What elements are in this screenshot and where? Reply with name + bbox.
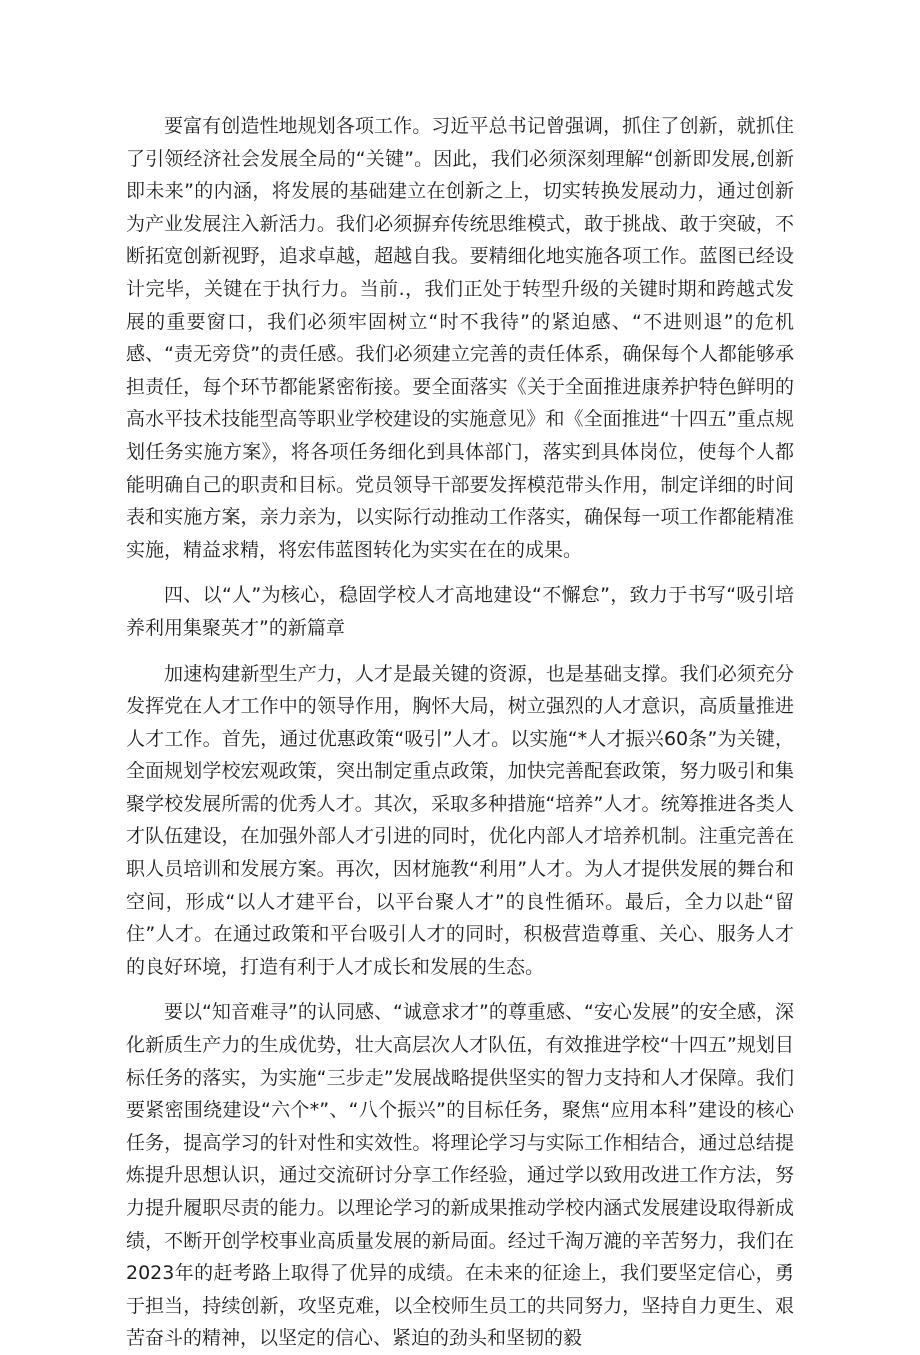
paragraph-talent-work: 加速构建新型生产力，人才是最关键的资源，也是基础支撑。我们必须充分发挥党在人才工作中的领导作用，胸怀大局，树立强烈的人才意识，高质量推进人才工作。首先，通过优惠政策“吸引”人才。以实施“*人才振兴60条”为关键，全面规划学校宏观政策，突出制定重点政策，加快完善配套政策，努力吸引和集聚学校发展所需的优秀人才。其次，采取多种措施“培养”人才。统筹推进各类人才队伍建设，在加强外部人才引进的同时，优化内部人才培养机制。注重完善在职人员培训和发展方案。再次，因材施教“利用”人才。为人才提供发展的舞台和空间，形成“以人才建平台，以平台聚人才”的良性循环。最后，全力以赴“留住”人才。在通过政策和平台吸引人才的同时，积极营造尊重、关心、服务人才的良好环境，打造有利于人才成长和发展的生态。 [126, 662, 794, 978]
section-heading-talent: 四、以“人”为核心，稳固学校人才高地建设“不懈怠”，致力于书写“吸引培养利用集聚英才”的新篇章 [126, 584, 794, 639]
paragraph-innovation-execution: 要富有创造性地规划各项工作。习近平总书记曾强调，抓住了创新，就抓住了引领经济社会发展全局的“关键”。因此，我们必须深刻理解“创新即发展,创新即未来”的内涵，将发展的基础建立在创新之上，切实转换发展动力，通过创新为产业发展注入新活力。我们必须摒弃传统思维模式，敢于挑战、敢于突破，不断拓宽创新视野，追求卓越，超越自我。要精细化地实施各项工作。蓝图已经设计完毕，关键在于执行力。当前.，我们正处于转型升级的关键时期和跨越式发展的重要窗口，我们必须牢固树立“时不我待”的紧迫感、“不进则退”的危机感、“责无旁贷”的责任感。我们必须建立完善的责任体系，确保每个人都能够承担责任，每个环节都能紧密衔接。要全面落实《关于全面推进康养护特色鲜明的高水平技术技能型高等职业学校建设的实施意见》和《全面推进“十四五”重点规划任务实施方案》，将各项任务细化到具体部门，落实到具体岗位，使每个人都能明确自己的职责和目标。党员领导干部要发挥模范带头作用，制定详细的时间表和实施方案，亲力亲为，以实际行动推动工作落实，确保每一项工作都能精准实施，精益求精，将宏伟蓝图转化为实实在在的成果。 [126, 115, 794, 561]
document-body [126, 110, 794, 1355]
paragraph-talent-goals: 要以“知音难寻”的认同感、“诚意求才”的尊重感、“安心发展”的安全感，深化新质生产力的生成优势，壮大高层次人才队伍，有效推进学校“十四五”规划目标任务的落实，为实施“三步走”发展战略提供坚实的智力支持和人才保障。我们要紧密围绕建设“六个*”、“八个振兴”的目标任务，聚焦“应用本科”建设的核心任务，提高学习的针对性和实效性。将理论学习与实际工作相结合，通过总结提炼提升思想认识，通过交流研讨分享工作经验，通过学以致用改进工作方法，努力提升履职尽责的能力。以理论学习的新成果推动学校内涵式发展建设取得新成绩，不断开创学校事业高质量发展的新局面。经过千淘万漉的辛苦努力，我们在2023年的赶考路上取得了优异的成绩。在未来的征途上，我们要坚定信心，勇于担当，持续创新，攻坚克难，以全校师生员工的共同努力，坚持自力更生、艰苦奋斗的精神，以坚定的信心、紧迫的劲头和坚韧的毅 [126, 1001, 794, 1350]
